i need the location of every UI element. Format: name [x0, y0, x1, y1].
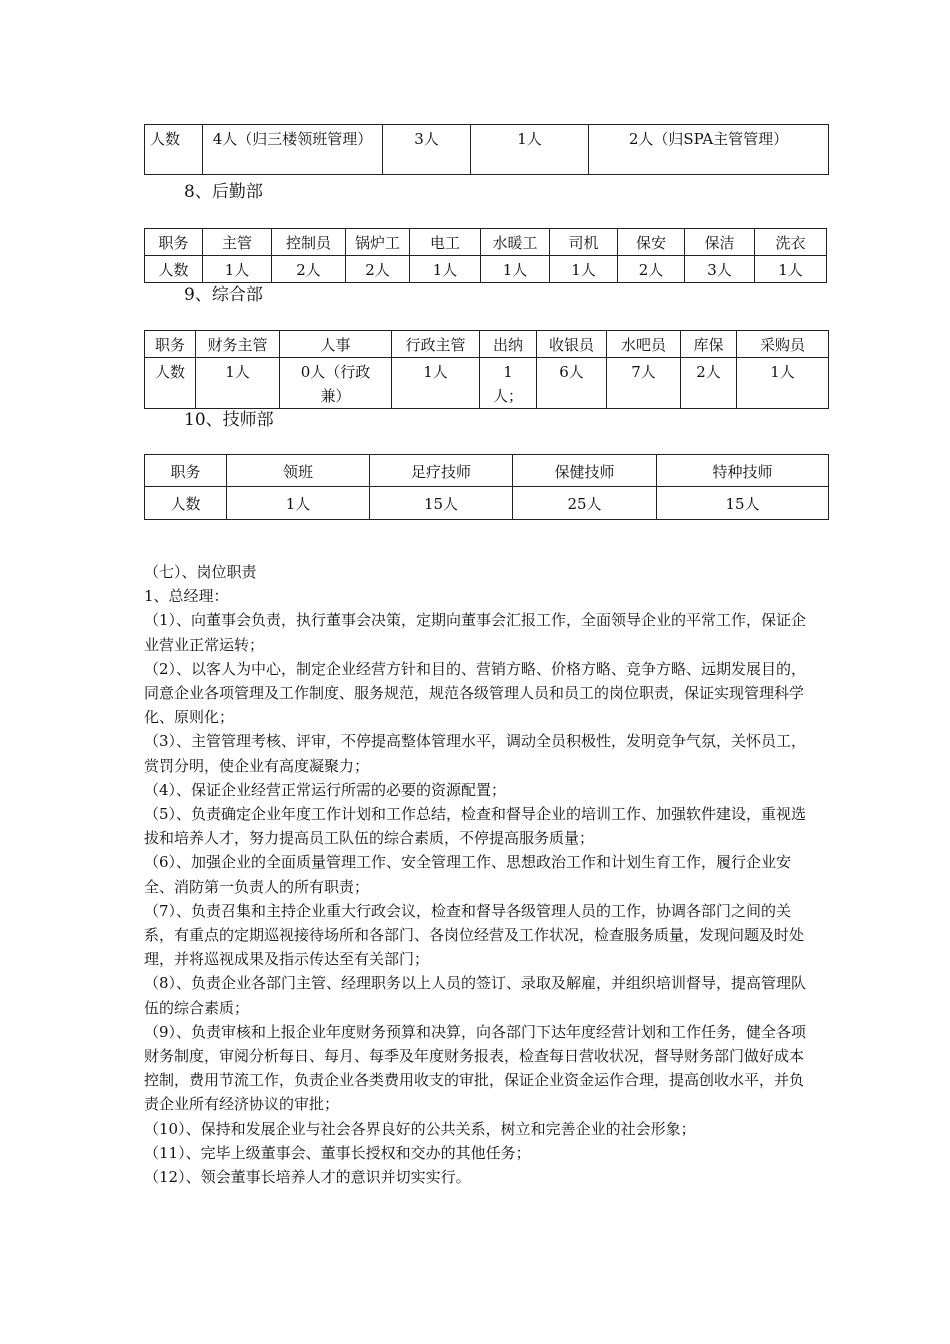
table-cell-label: 人数	[145, 125, 203, 175]
table-cell: 2人（归SPA主管管理）	[589, 125, 829, 175]
table-cell: 2人	[346, 256, 410, 283]
table-cell: 6人	[537, 358, 607, 409]
table-cell: 锅炉工	[346, 229, 410, 256]
duty-item: （4）、保证企业经营正常运行所需的必要的资源配置；	[144, 780, 507, 799]
table-cell: 2人	[272, 256, 346, 283]
table-row	[145, 455, 829, 487]
table-cell: 人事	[280, 331, 392, 358]
table-cell: 1人；	[480, 358, 537, 409]
table-cell: 1人	[227, 487, 370, 520]
staff-table-general	[144, 330, 829, 409]
table-cell: 1人	[196, 358, 280, 409]
duty-item: （12）、领会董事长培养人才的意识并切实实行。	[144, 1168, 471, 1187]
duty-item: （6）、加强企业的全面质量管理工作、安全管理工作、思想政治工作和计划生育工作，履行企业安全、消防第一负责人的所有职责；	[144, 853, 792, 896]
table-cell: 水吧员	[607, 331, 681, 358]
table-cell: 保安	[618, 229, 685, 256]
table-cell: 水暖工	[481, 229, 550, 256]
table-row	[145, 125, 829, 175]
table-cell: 主管	[203, 229, 272, 256]
duty-item: （1）、向董事会负责，执行董事会决策，定期向董事会汇报工作，全面领导企业的平常工作，保证企业营业正常运转；	[144, 611, 807, 654]
table-cell: 人数	[145, 256, 203, 283]
table-cell: 财务主管	[196, 331, 280, 358]
duty-item: （3）、主管管理考核、评审，不停提高整体管理水平，调动全员积极性，发明竞争气氛，关怀员工，赏罚分明，使企业有高度凝聚力；	[144, 732, 807, 775]
table-cell: 领班	[227, 455, 370, 487]
table-cell: 保洁	[685, 229, 755, 256]
section-heading-logistics: 8、后勤部	[184, 182, 263, 202]
table-cell: 库保	[681, 331, 737, 358]
section-heading-technicians: 10、技师部	[184, 410, 274, 430]
table-cell: 足疗技师	[370, 455, 513, 487]
duty-item: （8）、负责企业各部门主管、经理职务以上人员的签订、录取及解雇，并组织培训督导，提高管理队伍的综合素质；	[144, 974, 807, 1017]
table-cell: 1人	[410, 256, 481, 283]
table-cell: 15人	[370, 487, 513, 520]
table-cell: 行政主管	[392, 331, 480, 358]
table-cell: 1人	[471, 125, 589, 175]
table-cell: 出纳	[480, 331, 537, 358]
table-row	[145, 358, 829, 409]
table-cell: 0人（行政兼）	[280, 358, 392, 409]
table-cell: 3人	[383, 125, 471, 175]
table-cell: 2人	[618, 256, 685, 283]
table-cell: 1人	[755, 256, 827, 283]
table-row	[145, 331, 829, 358]
table-cell: 电工	[410, 229, 481, 256]
table-cell: 职务	[145, 331, 196, 358]
table-row	[145, 256, 827, 283]
staff-table-technicians	[144, 454, 829, 520]
duties-subtitle: 1、总经理：	[144, 587, 229, 606]
duty-item: （2）、以客人为中心，制定企业经营方针和目的、营销方略、价格方略、竞争方略、远期发展目的，同意企业各项管理及工作制度、服务规范，规范各级管理人员和员工的岗位职责，保证实现管理科学化、原则化；	[144, 659, 807, 727]
table-cell: 人数	[145, 487, 227, 520]
section-heading-general: 9、综合部	[184, 285, 263, 305]
table-cell: 控制员	[272, 229, 346, 256]
table-row	[145, 229, 827, 256]
table-cell: 特种技师	[657, 455, 829, 487]
table-cell: 保健技师	[513, 455, 657, 487]
table-cell: 1人	[392, 358, 480, 409]
duty-item: （11）、完毕上级董事会、董事长授权和交办的其他任务；	[144, 1143, 531, 1162]
table-cell: 洗衣	[755, 229, 827, 256]
table-cell: 1人	[203, 256, 272, 283]
table-cell: 职务	[145, 455, 227, 487]
duty-item: （10）、保持和发展企业与社会各界良好的公共关系，树立和完善企业的社会形象；	[144, 1119, 696, 1138]
table-cell: 4人（归三楼领班管理）	[203, 125, 383, 175]
table-cell: 1人	[550, 256, 618, 283]
table-row	[145, 487, 829, 520]
table-cell: 7人	[607, 358, 681, 409]
duty-item: （5）、负责确定企业年度工作计划和工作总结，检查和督导企业的培训工作、加强软件建设，重视选拔和培养人才，努力提高员工队伍的综合素质，不停提高服务质量；	[144, 805, 807, 848]
duty-item: （9）、负责审核和上报企业年度财务预算和决算，向各部门下达年度经营计划和工作任务，健全各项财务制度，审阅分析每日、每月、每季及年度财务报表，检查每日营收状况，督导财务部门做好成本控制，费用节流工作，负责企业各类费用收支的审批，保证企业资金运作合理，提高创收水平，并负责企业所有经济协议的审批；	[144, 1022, 807, 1114]
table-cell: 15人	[657, 487, 829, 520]
staff-table-section7	[144, 124, 829, 175]
table-cell: 司机	[550, 229, 618, 256]
duty-item: （7）、负责召集和主持企业重大行政会议，检查和督导各级管理人员的工作，协调各部门之间的关系，有重点的定期巡视接待场所和各部门、各岗位经营及工作状况，检查服务质量，发现问题及时处理，并将巡视成果及指示传达至有关部门；	[144, 901, 805, 969]
table-cell: 人数	[145, 358, 196, 409]
staff-table-logistics	[144, 228, 827, 283]
table-cell: 2人	[681, 358, 737, 409]
table-cell: 3人	[685, 256, 755, 283]
table-cell: 采购员	[737, 331, 829, 358]
table-cell: 收银员	[537, 331, 607, 358]
table-cell: 25人	[513, 487, 657, 520]
duties-title: （七）、岗位职责	[144, 563, 257, 581]
table-cell: 1人	[481, 256, 550, 283]
table-cell: 1人	[737, 358, 829, 409]
job-duties-section	[144, 560, 814, 1189]
table-cell: 职务	[145, 229, 203, 256]
